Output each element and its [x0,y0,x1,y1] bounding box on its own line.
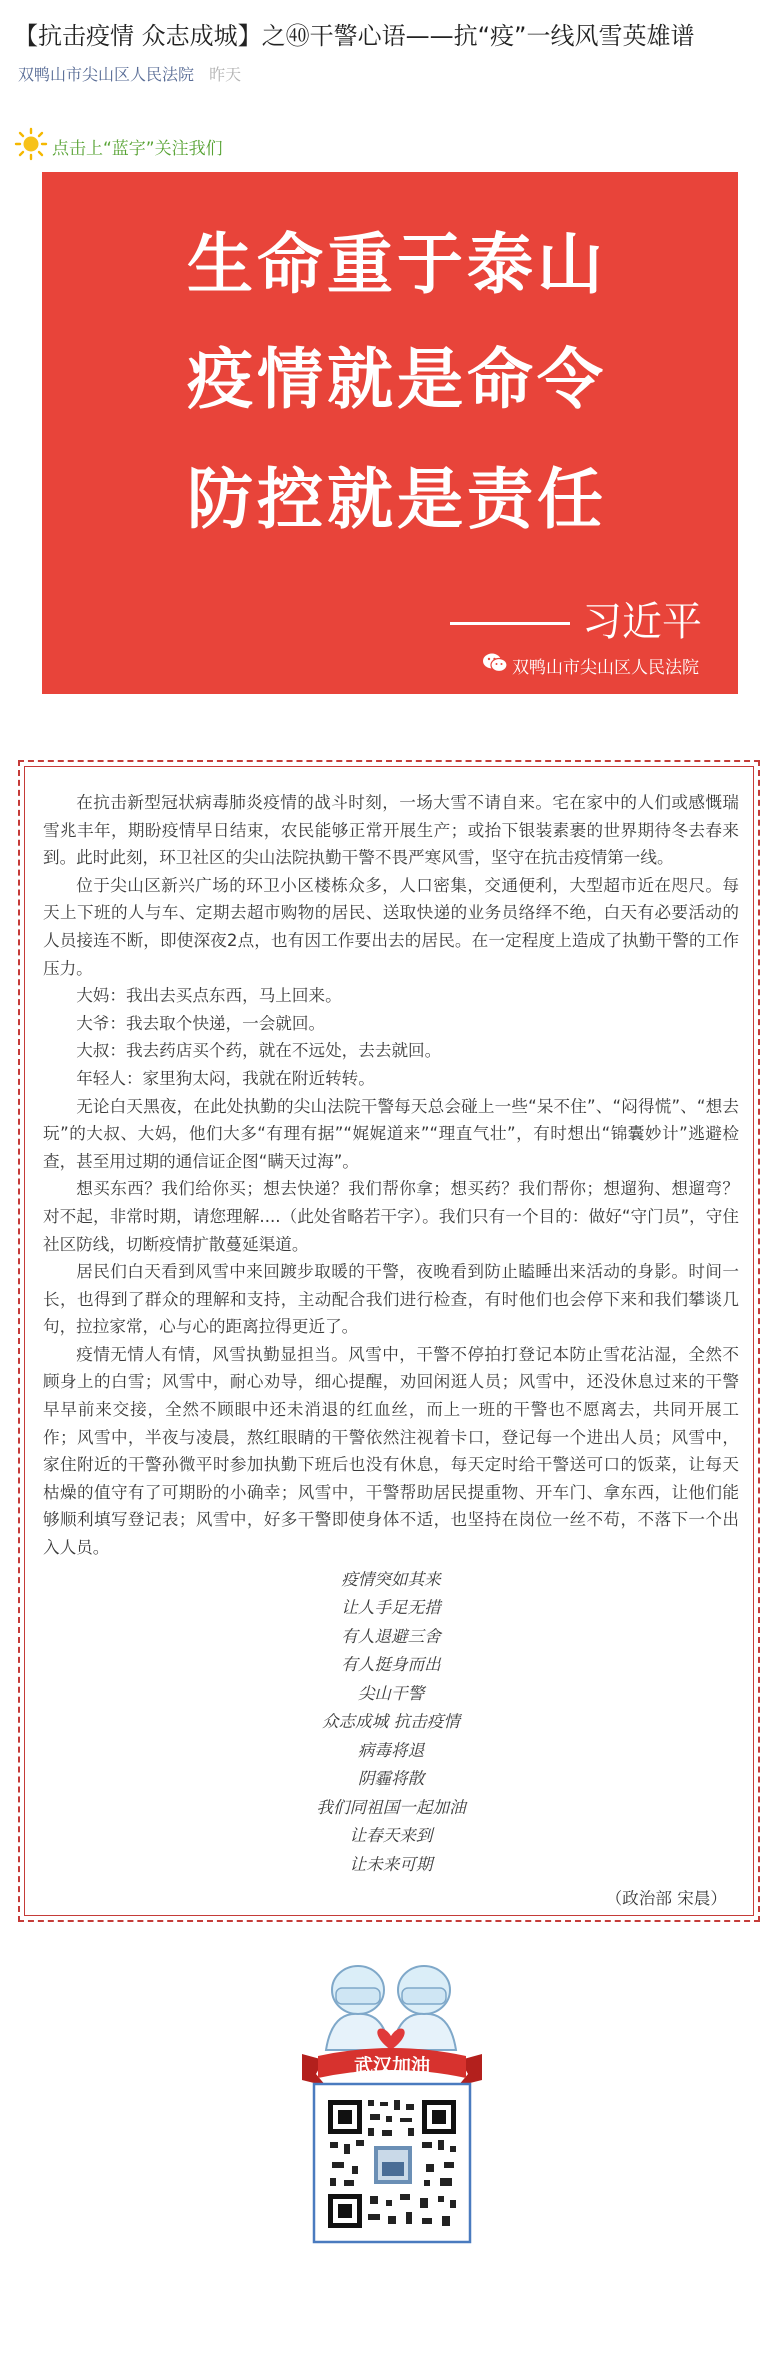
poem-line: 有人挺身而出 [341,1655,441,1675]
article-meta [18,62,241,85]
article-signature: （政治部 宋晨） [605,1889,727,1909]
publish-date: 昨天 [209,65,242,84]
follow-text[interactable]: 点击上“蓝字”关注我们 [52,138,223,159]
banner-signature: 习近平 [582,599,702,645]
poem-line: 病毒将退 [357,1740,425,1760]
poem-line: 有人退避三舍 [341,1626,441,1646]
watermark-text: 双鸭山市尖山区人民法院 [512,658,699,678]
poem [43,1566,739,1880]
wuhan-jiayou-graphic [296,1950,488,2250]
paragraph: 居民们白天看到风雪中来回踱步取暖的干警，夜晚看到防止瞌睡出来活动的身影。时间一长，也得到了群众的理解和支持，主动配合我们进行检查，有时他们也会停下来和我们攀谈几句，拉拉家常，心与心的距离拉得更近了。 [43,1262,739,1337]
poem-line: 众志成城 抗击疫情 [321,1712,461,1732]
slogan-line-2: 疫情就是命令 [187,341,607,418]
qr-code-icon [326,2098,458,2230]
poem-line: 尖山干警 [357,1683,425,1703]
poem-line: 让人手足无措 [341,1598,441,1618]
slogan-banner [42,172,738,694]
ribbon-text: 武汉加油 [353,2055,431,2077]
follow-prompt [14,128,223,164]
paragraph: 想买东西？我们给你买；想去快递？我们帮你拿；想买药？我们帮你；想遛狗、想遛弯？对不起，非常时期，请您理解....（此处省略若干字）。我们只有一个目的：做好“守门员”，守住社区防线，切断疫情扩散蔓延渠道。 [43,1179,739,1254]
paragraph: 无论白天黑夜，在此处执勤的尖山法院干警每天总会碰上一些“呆不住”、“闷得慌”、“想去玩”的大叔、大妈，他们大多“有理有据”“娓娓道来”“理直气壮”，有时想出“锦囊妙计”逃避检查，甚至用过期的通信证企图“瞒天过海”。 [43,1096,739,1171]
dialogue-line: 大妈：我出去买点东西，马上回来。 [76,986,342,1006]
signature-dash [450,622,570,625]
poem-line: 阴霾将散 [357,1769,425,1789]
dialogue-line: 大叔：我去药店买个药，就在不远处，去去就回。 [76,1041,442,1061]
poem-line: 我们同祖国一起加油 [316,1797,466,1817]
wechat-icon [482,652,508,679]
poem-line: 疫情突如其来 [341,1569,441,1589]
paragraph: 疫情无情人有情，风雪执勤显担当。风雪中，干警不停拍打登记本防止雪花沾湿，全然不顾身上的白雪；风雪中，耐心劝导，细心提醒，劝回闲逛人员；风雪中，还没休息过来的干警早早前来交接，全然不顾眼中还未消退的红血丝，而上一班的干警也不愿离去，共同开展工作；风雪中，半夜与凌晨，熬红眼睛的干警依然注视着卡口，登记每一个进出人员；风雪中，家住附近的干警孙微平时参加执勤下班后也没有休息，每天定时给干警送可口的饭菜，让每天枯燥的值守有了可期盼的小确幸；风雪中，干警帮助居民提重物、开车门、拿东西，让他们能够顺利填写登记表；风雪中，好多干警即使身体不适，也坚持在岗位一丝不苟，不落下一个出入人员。 [43,1344,739,1558]
dialogue-line: 大爷：我去取个快递，一会就回。 [76,1013,326,1033]
article-title: 【抗击疫情 众志成城】之㊵干警心语——抗“疫”一线风雪英雄谱 [14,22,695,50]
article-frame [18,760,760,1922]
doctor-illustration-icon [326,1966,456,2050]
poem-line: 让春天来到 [349,1826,433,1846]
paragraph: 位于尖山区新兴广场的环卫小区楼栋众多，人口密集，交通便利，大型超市近在咫尺。每天上下班的人与车、定期去超市购物的居民、送取快递的业务员络绎不绝，白天有必要活动的人员接连不断，即使深夜2点，也有因工作要出去的居民。在一定程度上造成了执勤干警的工作压力。 [43,875,739,978]
slogan-line-1: 生命重于泰山 [187,226,607,303]
paragraph: 在抗击新型冠状病毒肺炎疫情的战斗时刻，一场大雪不请自来。宅在家中的人们或感慨瑞雪兆丰年，期盼疫情早日结束，农民能够正常开展生产；或抬下银装素裹的世界期待冬去春来到。此时此刻，环卫社区的尖山法院执勤干警不畏严寒风雪，坚守在抗击疫情第一线。 [43,793,739,868]
slogan-line-3: 防控就是责任 [187,461,607,538]
sun-icon [14,127,48,165]
poem-line: 让未来可期 [349,1854,433,1874]
dialogue-line: 年轻人：家里狗太闷，我就在附近转转。 [76,1068,375,1088]
author-link[interactable]: 双鸭山市尖山区人民法院 [18,65,195,84]
banner-watermark [482,652,699,679]
article-body [24,766,754,1916]
